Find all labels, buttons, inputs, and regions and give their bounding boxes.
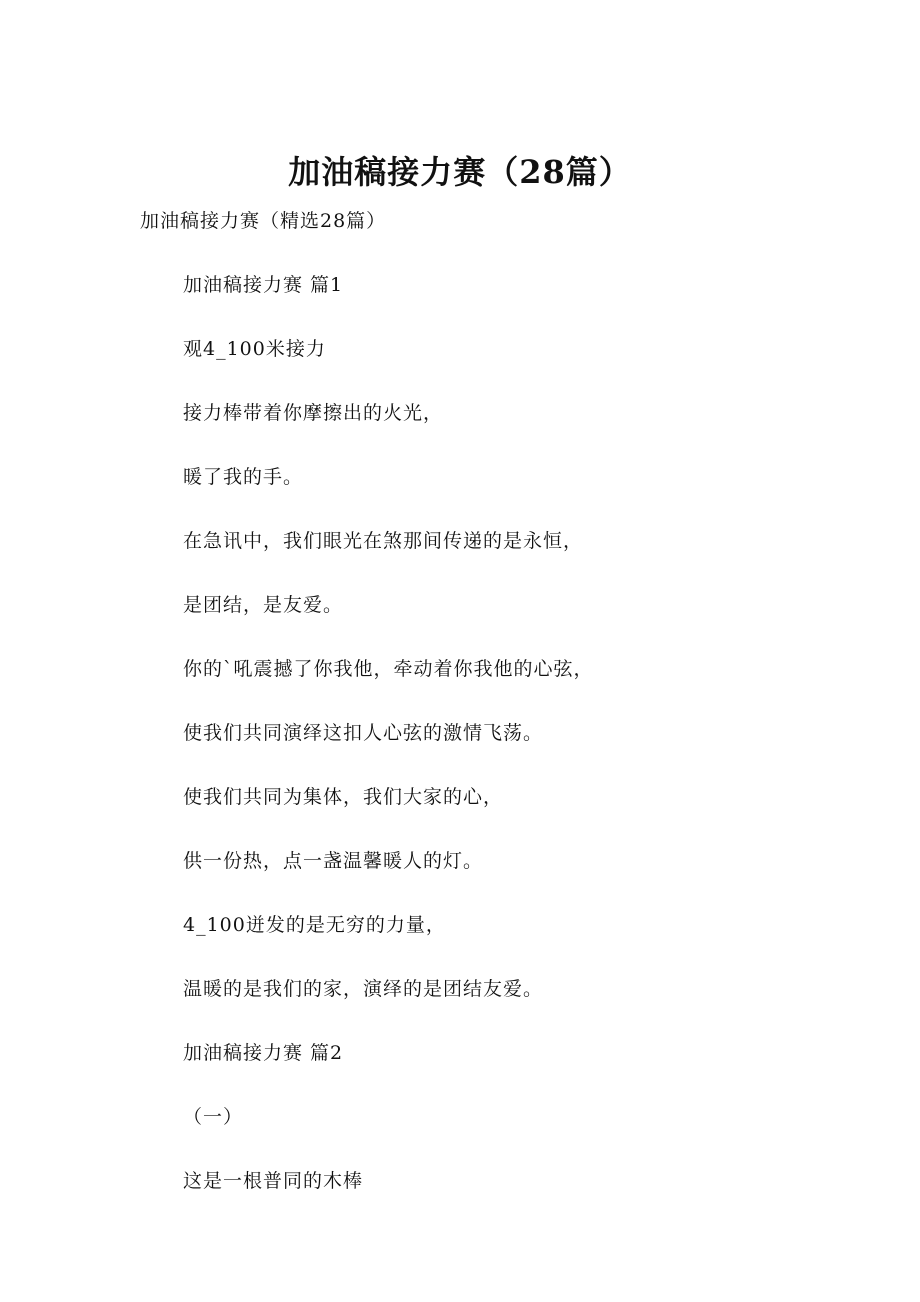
body-line: 这是一根普同的木棒 — [183, 1170, 364, 1192]
document-body — [183, 270, 883, 1230]
document-subtitle: 加油稿接力赛（精选28篇） — [140, 210, 387, 232]
body-line: 观4_100米接力 — [183, 338, 326, 360]
body-line: 是团结，是友爱。 — [183, 594, 344, 616]
body-line: 4_100迸发的是无穷的力量， — [183, 914, 446, 936]
body-line: 你的`吼震撼了你我他，牵动着你我他的心弦， — [183, 658, 594, 680]
body-line: 温暖的是我们的家，演绎的是团结友爱。 — [183, 978, 544, 1000]
body-line: 暖了我的手。 — [183, 466, 304, 488]
body-line: 使我们共同演绎这扣人心弦的激情飞荡。 — [183, 722, 544, 744]
body-line: 加油稿接力赛 篇2 — [183, 1042, 344, 1064]
body-line: （一） — [183, 1106, 244, 1128]
body-line: 加油稿接力赛 篇1 — [183, 274, 344, 296]
body-line: 供一份热，点一盏温馨暖人的灯。 — [183, 850, 484, 872]
body-line: 在急讯中，我们眼光在煞那间传递的是永恒， — [183, 530, 584, 552]
body-line: 接力棒带着你摩擦出的火光， — [183, 402, 444, 424]
document-title: 加油稿接力赛（28篇） — [288, 153, 632, 191]
body-line: 使我们共同为集体，我们大家的心， — [183, 786, 504, 808]
